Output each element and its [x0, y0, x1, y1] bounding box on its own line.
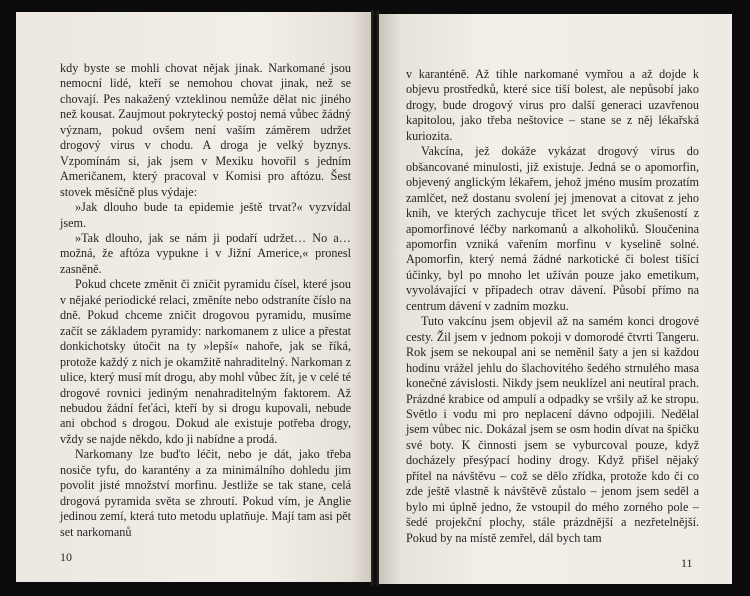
right-page-text: [406, 67, 699, 546]
page-number: 10: [60, 550, 72, 564]
left-page-text: [60, 61, 351, 540]
paragraph: Pokud chcete změnit či zničit pyramidu čísel, které jsou v nějaké periodické relaci, změníte nebo odstraníte číslo na dně. Pokud chceme zničit drogovou pyramidu, musíme začít se základem pyramidy: narkomanem z ulice a přestat donkichotsky útočit na ty »lepší« nahoře, jak se říká, protože každý z nich je okamžitě nahraditelný. Narkoman z ulice, který musí mít drogu, aby mohl vůbec žít, je v celé té drogové rovnici jediným nenahraditelným faktorem. Až nebudou žádní feťáci, kteří by si drogu kupovali, nebude ani obchod s drogou. Dokud ale existuje potřeba drogy, vždy se najde někdo, kdo ji nabídne a prodá.: [60, 277, 351, 446]
paragraph: Narkomany lze buďto léčit, nebo je dát, jako třeba nosiče tyfu, do karantény a za minimálního dohledu jim povolit jisté množství morfinu. Jestliže se tak stane, celá drogová pyramida světa se zhroutí. Pokud vím, je Anglie jedinou zemí, která tuto metodu uplatňuje. Mají tam asi pět set narkomanů: [60, 447, 351, 539]
paragraph: kdy byste se mohli chovat nějak jinak. Narkomané jsou nemocní lidé, kteří se nemohou chovat jinak, než se chovají. Pes nakažený vzteklinou nemůže dělat nic jiného než kousat. Zaujmout pokrytecký postoj nemá vůbec žádný význam, pokud ovšem není vaším záměrem udržet drogový virus v chodu. A droga je velký byznys. Vzpomínám si, jak jsem v Mexiku hovořil s jedním Američanem, který pracoval v Komisi pro aftózu. Šest stovek měsíčně plus výdaje:: [60, 61, 351, 199]
paragraph: Vakcína, jež dokáže vykázat drogový virus do obšancované minulosti, již existuje. Jedná se o apomorfin, objevený anglickým lékařem, jehož jméno musím prozatím zamlčet, než dostanu svolení jej jmenovat a citovat z jeho knih, ve kterých zachycuje třicet let svých zkušeností z apomorfinové léčby narkomanů a alkoholiků. Sloučenina apomorfin vzniká vařením morfinu v kyselině solné. Apomorfin, který nemá žádné narkotické či bolest tišící účinky, byl po mnoho let užíván pouze jako emetikum, vyvolávající v případech otrav dávení. Působí přímo na centrum dávení v zadním mozku.: [406, 144, 699, 313]
paragraph: v karanténě. Až tihle narkomané vymřou a až dojde k objevu prostředků, které sice tiší bolest, ale nepůsobí jako drogy, bude drogový virus pro další generaci uzavřenou kapitolou, jako třeba neštovice – stane se z něj lékařská kuriozita.: [406, 67, 699, 143]
paragraph: Tuto vakcínu jsem objevil až na samém konci drogové cesty. Žil jsem v jednom pokoji v domorodé čtvrti Tangeru. Rok jsem se nekoupal ani se neměnil šaty a jen si každou hodinu vrážel jehlu do šlachovitého šedého strnulého masa konečné závislosti. Nikdy jsem neuklízel ani neutíral prach. Prázdné krabice od ampulí a odpadky se vršily až ke stropu. Světlo i vodu mi pro neplacení dávno odpojili. Nedělal jsem vůbec nic. Dokázal jsem se osm hodin dívat na špičku své boty. K činnosti jsem se vyburcoval pouze, když docházely přesýpací hodiny drogy. Když přišel nějaký přítel na návštěvu – což se dělo zřídka, protože kdo či co zde ještě vlastně k návštěvě zůstalo – jenom jsem seděl a bylo mi úplně jedno, že vstoupil do mého zorného pole – šedé projekční plochy, stále prázdnější a nezřetelnější. Pokud by na místě zemřel, dál bych tam: [406, 314, 699, 545]
left-page: [16, 12, 371, 582]
right-page: [379, 14, 732, 584]
paragraph: »Jak dlouho bude ta epidemie ještě trvat?« vyzvídal jsem.: [60, 200, 351, 230]
paragraph: »Tak dlouho, jak se nám ji podaří udržet… No a… možná, že aftóza vypukne i v Jižní Americe,« pronesl zasněně.: [60, 230, 351, 276]
book-gutter: [371, 10, 379, 586]
page-number: 11: [681, 556, 693, 570]
